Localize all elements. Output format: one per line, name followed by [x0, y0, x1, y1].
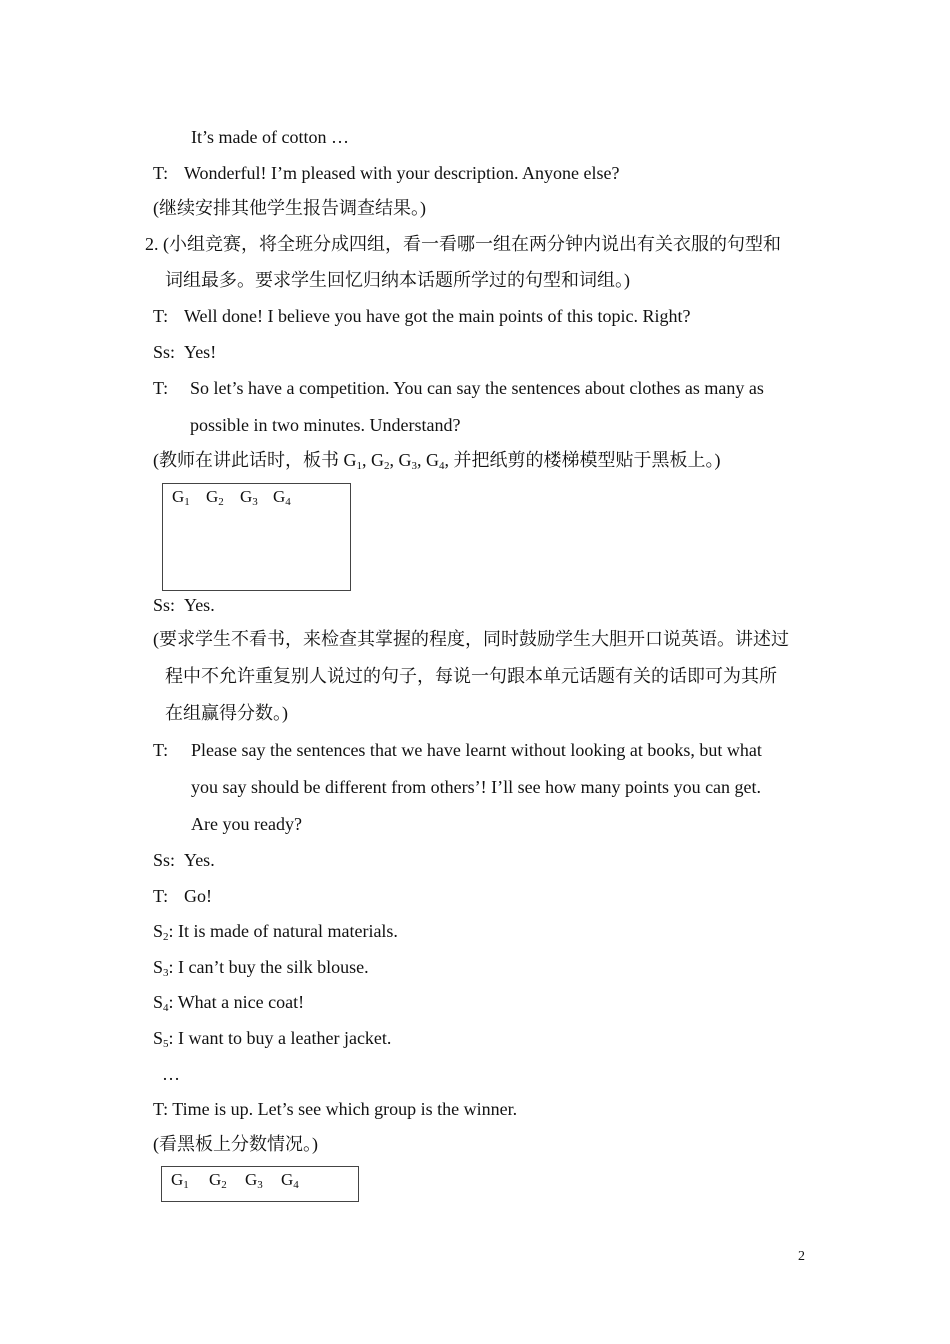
group-label: $G_4$: [273, 487, 291, 508]
student-line: $S_4$: What a nice coat!: [153, 992, 305, 1014]
dialogue-cont: Are you ready?: [191, 814, 302, 834]
dialogue-text: Well done! I believe you have got the main points of this topic. Right?: [184, 306, 691, 326]
speaker-label: Ss:: [153, 595, 176, 615]
stage-note: (教师在讲此话时，板书 $G_1$, $G_2$, $G_3$, $G_4$, 并把纸剪的楼梯模型贴于黑板上。): [153, 450, 721, 472]
dialogue-text: Yes.: [184, 850, 215, 870]
dialogue-text: Yes!: [184, 342, 217, 362]
stage-note: (看黑板上分数情况。): [153, 1134, 318, 1154]
group-label: $G_2$: [206, 487, 224, 508]
group-labels: [172, 487, 291, 507]
dialogue-line: [153, 377, 764, 399]
group-score-box-final: [161, 1166, 359, 1202]
dialogue-text: Please say the sentences that we have learnt without looking at books, but what: [191, 740, 762, 760]
group-label: $G_2$: [209, 1170, 227, 1191]
speaker-label: Ss:: [153, 850, 176, 870]
section-item-cont: 词组最多。要求学生回忆归纳本话题所学过的句型和词组。): [165, 270, 630, 290]
dialogue-cont: possible in two minutes. Understand?: [190, 415, 461, 435]
speaker-label: T:: [153, 886, 169, 906]
ellipsis: …: [162, 1064, 180, 1084]
group-label: $G_1$: [171, 1170, 189, 1191]
dialogue-text: Go!: [184, 886, 212, 906]
dialogue-line: [153, 341, 216, 363]
dialogue-text: Yes.: [184, 595, 215, 615]
dialogue-line: [153, 162, 619, 184]
group-score-box: [162, 483, 351, 591]
group-labels: [171, 1170, 299, 1190]
speaker-label: Ss:: [153, 342, 176, 362]
student-line: $S_2$: It is made of natural materials.: [153, 921, 398, 943]
text-line: It’s made of cotton …: [191, 127, 349, 147]
dialogue-line: [153, 849, 215, 871]
student-line: $S_3$: I can’t buy the silk blouse.: [153, 957, 369, 979]
dialogue-cont: you say should be different from others’! I’ll see how many points you can get.: [191, 777, 762, 797]
dialogue-line: [153, 739, 762, 761]
dialogue-line: [153, 594, 215, 616]
section-item: 2. (小组竞赛，将全班分成四组，看一看哪一组在两分钟内说出有关衣服的句型和: [145, 234, 781, 254]
speaker-label: T:: [153, 740, 169, 760]
dialogue-text: Wonderful! I’m pleased with your description. Anyone else?: [184, 163, 620, 183]
group-label: $G_1$: [172, 487, 190, 508]
group-label: $G_3$: [240, 487, 258, 508]
dialogue-line: [153, 885, 212, 907]
speaker-label: T:: [153, 378, 169, 398]
student-line: $S_5$: I want to buy a leather jacket.: [153, 1028, 392, 1050]
dialogue-text: So let’s have a competition. You can say the sentences about clothes as many as: [190, 378, 764, 398]
dialogue-line: T: Time is up. Let’s see which group is the winner.: [153, 1099, 518, 1119]
group-label: $G_3$: [245, 1170, 263, 1191]
speaker-label: T:: [153, 306, 169, 326]
stage-note: (要求学生不看书，来检查其掌握的程度，同时鼓励学生大胆开口说英语。讲述过: [153, 629, 789, 649]
dialogue-line: [153, 305, 690, 327]
group-label: $G_4$: [281, 1170, 299, 1191]
stage-note-cont: 在组赢得分数。): [165, 703, 288, 723]
stage-note: (继续安排其他学生报告调查结果。): [153, 198, 426, 218]
speaker-label: T:: [153, 163, 169, 183]
page-number: 2: [798, 1249, 805, 1264]
stage-note-cont: 程中不允许重复别人说过的句子，每说一句跟本单元话题有关的话即可为其所: [165, 666, 777, 686]
